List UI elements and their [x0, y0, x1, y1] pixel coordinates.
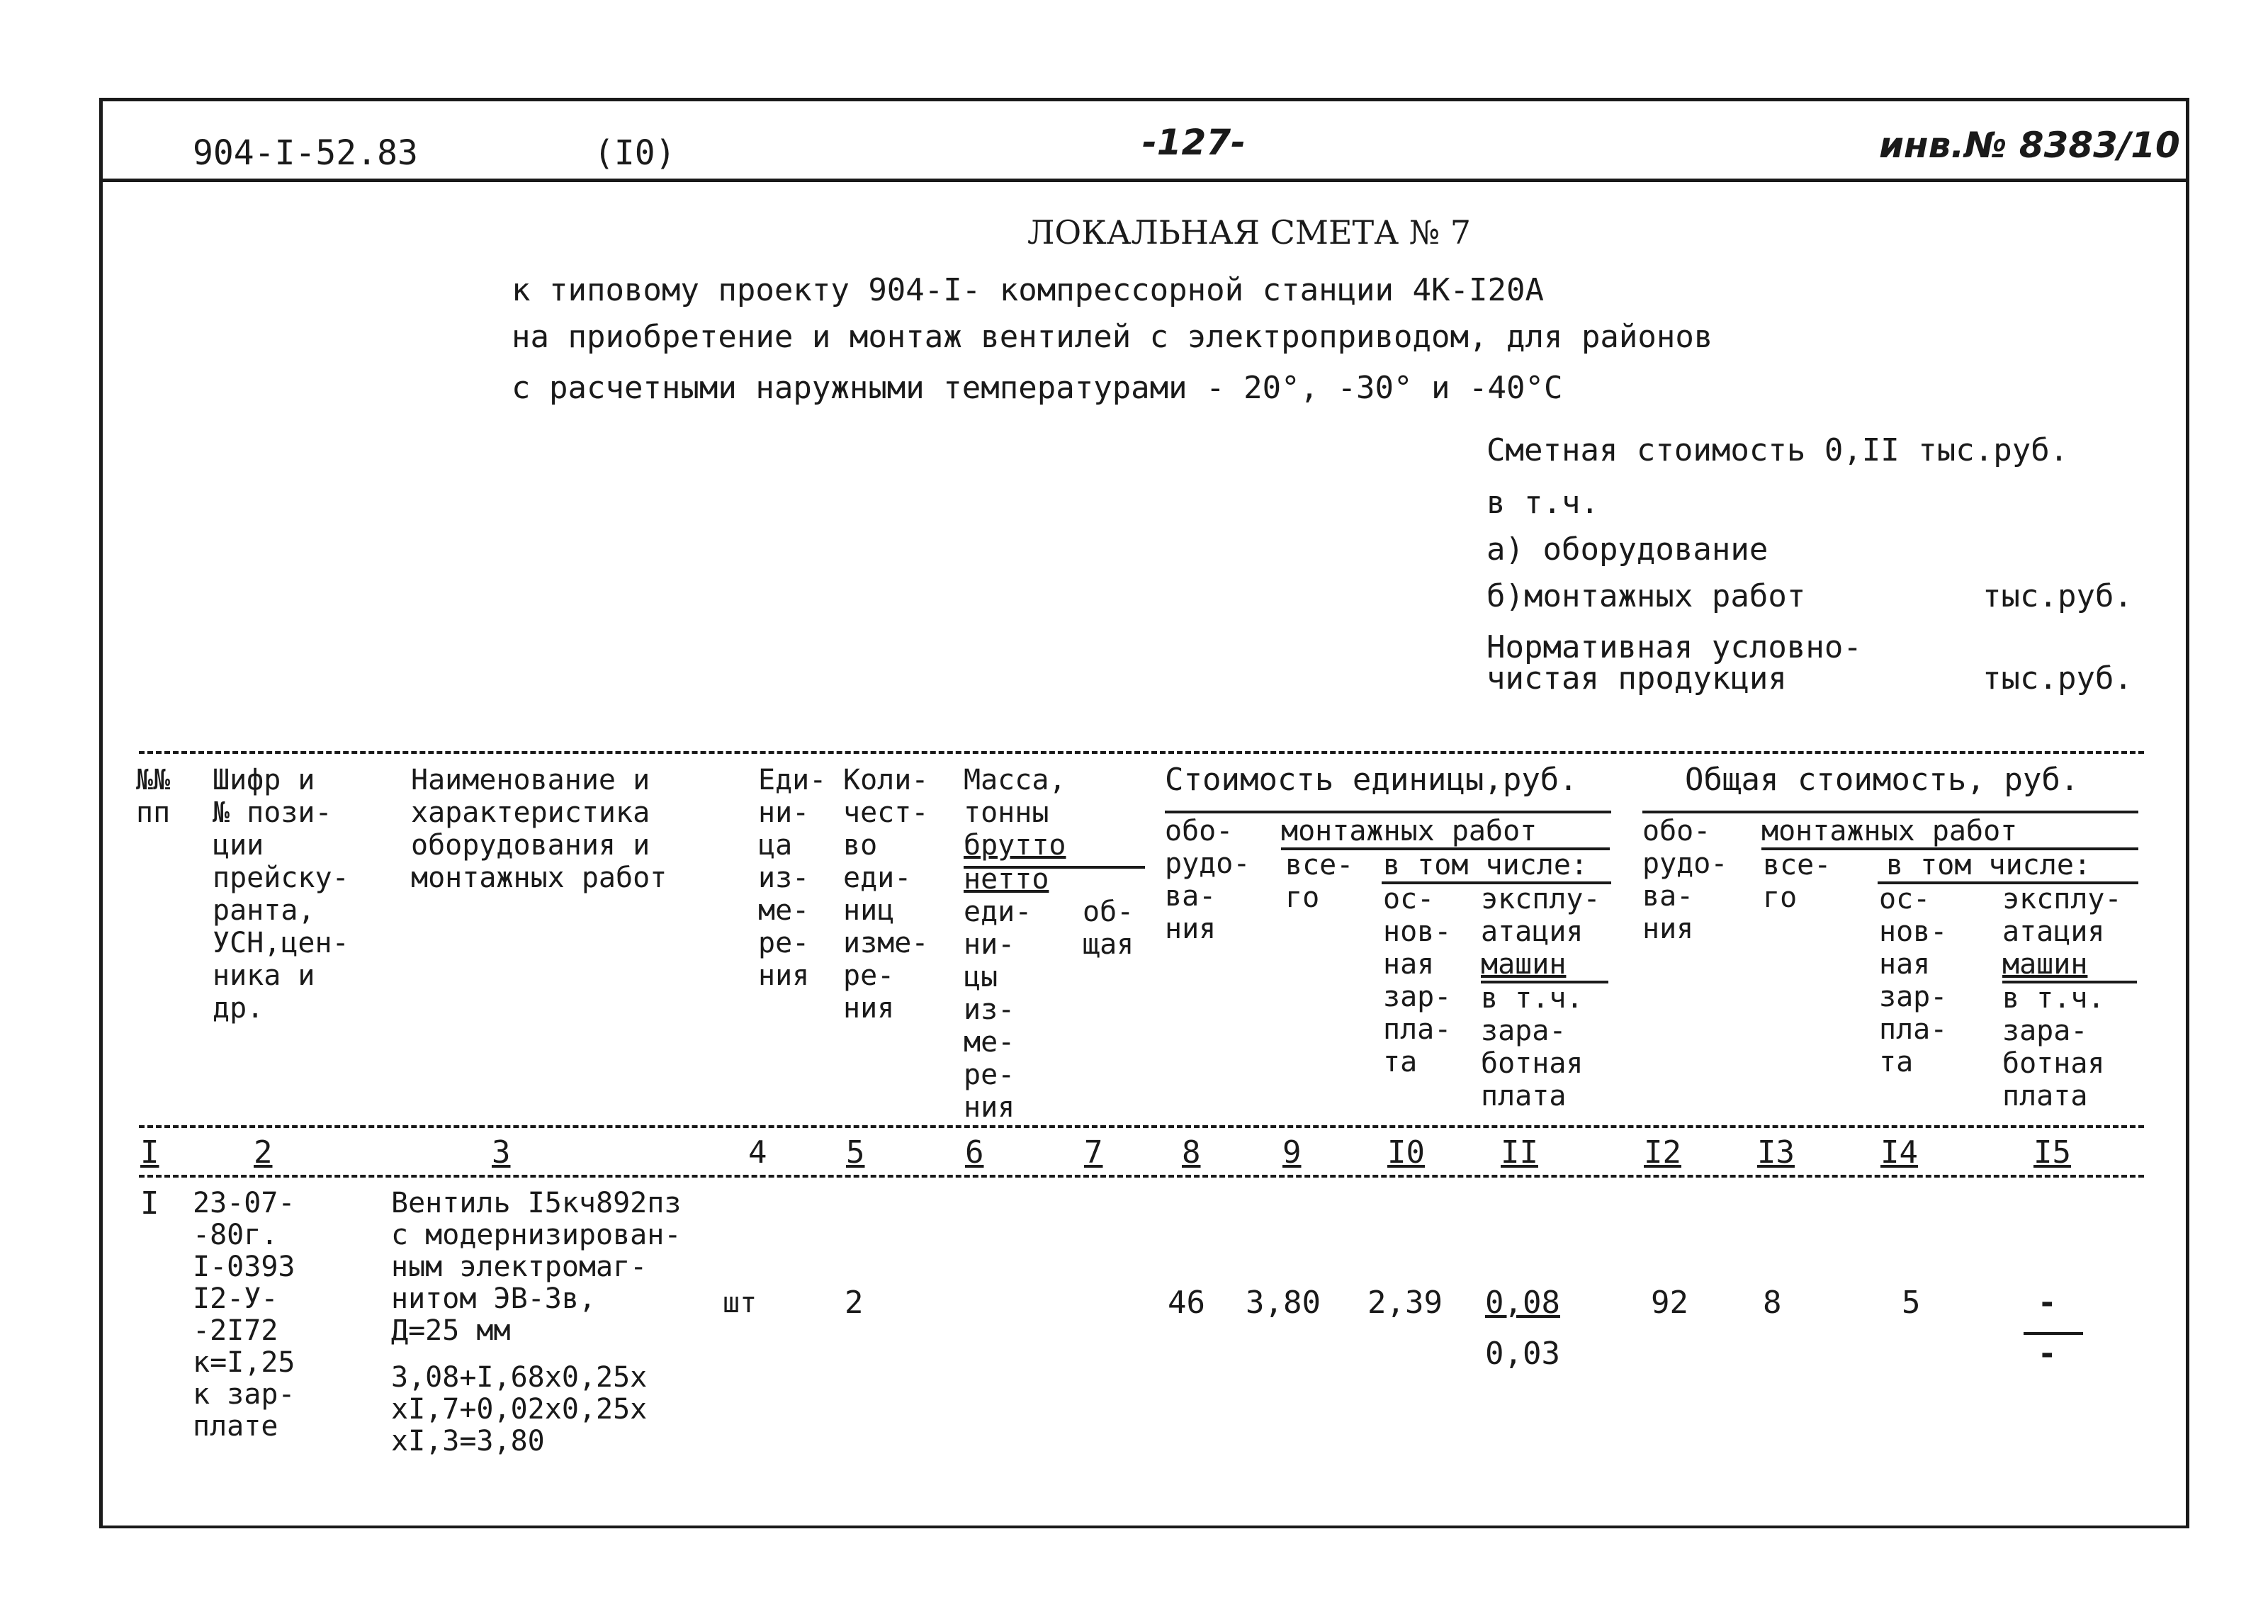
row-unit: шт [723, 1287, 757, 1319]
column-number-3: 3 [492, 1134, 511, 1171]
row-total-installation: 8 [1763, 1285, 1782, 1321]
column-number-9: 9 [1282, 1134, 1302, 1171]
normative-product-label-1: Нормативная условно- [1486, 629, 1862, 665]
col-header-total-wage: ос- нов- ная зар- пла- та [1879, 883, 1948, 1078]
including-label: в т.ч. [1486, 485, 1599, 521]
col-header-unit-operation: эксплу- атация [1481, 883, 1601, 948]
installation-cost-label: б)монтажных работ [1486, 578, 1806, 614]
col-header-total-machine-wage: в т.ч. зара- ботная плата [2002, 982, 2105, 1112]
col-header-number: №№ пп [136, 764, 171, 829]
equipment-cost-label: а) оборудование [1486, 531, 1768, 568]
column-number-4: 4 [748, 1134, 767, 1171]
estimate-heading: ЛОКАЛЬНАЯ СМЕТА № 7 [1027, 213, 1472, 252]
col-header-total-installation: монтажных работ [1761, 815, 2018, 847]
col-header-mass-total: об- щая [1083, 896, 1134, 961]
column-number-10: I0 [1387, 1134, 1425, 1171]
row-total-machine-operation: - [2038, 1285, 2057, 1321]
col-header-unit-wage: ос- нов- ная зар- пла- та [1383, 883, 1452, 1078]
title-line-3: с расчетными наружными температурами - 20°, -30° и -40°С [512, 370, 1563, 406]
row-unit-wage: 2,39 [1367, 1285, 1443, 1321]
col-header-total-machines: машин [2002, 948, 2088, 981]
group-header-total-cost: Общая стоимость, руб. [1685, 762, 2080, 798]
normative-product-unit: тыс.руб. [1982, 660, 2133, 697]
col-header-total-equipment: обо- рудо- ва- ния [1642, 815, 1728, 945]
col-header-name: Наименование и характеристика оборудования и монтажных работ [411, 764, 667, 894]
estimated-cost: Сметная стоимость 0,II тыс.руб. [1486, 432, 2069, 468]
col-header-mass-netto: нетто [964, 863, 1049, 896]
col-header-quantity: Коли- чест- во еди- ниц изме- ре- ния [843, 764, 929, 1025]
column-number-11: II [1501, 1134, 1538, 1171]
col-header-total-including: в том числе: [1886, 849, 2091, 881]
column-number-5: 5 [846, 1134, 865, 1171]
installation-cost-unit: тыс.руб. [1982, 578, 2133, 614]
row-quantity: 2 [845, 1285, 864, 1321]
row-unit-machine-wage: 0,03 [1485, 1336, 1560, 1372]
col-header-code: Шифр и № пози- ции прейску- ранта, УСН,цен- ника и др. [213, 764, 349, 1025]
col-header-mass-brutto: брутто [964, 829, 1066, 862]
row-calculation: 3,08+I,68х0,25х хI,7+0,02х0,25х хI,3=3,80 [391, 1361, 648, 1457]
column-number-7: 7 [1084, 1134, 1103, 1171]
row-unit-installation-total: 3,80 [1246, 1285, 1321, 1321]
unit-cost-rule [1165, 811, 1611, 813]
col-header-unit: Еди- ни- ца из- ме- ре- ния [758, 764, 827, 992]
row-number: I [140, 1185, 159, 1222]
column-number-6: 6 [965, 1134, 984, 1171]
column-number-14: I4 [1880, 1134, 1918, 1171]
table-top-rule [139, 751, 2144, 754]
sheet-reference: (I0) [594, 133, 676, 173]
document-code: 904-I-52.83 [193, 133, 418, 173]
col-header-mass-unit: еди- ни- цы из- ме- ре- ния [964, 896, 1032, 1124]
column-number-8: 8 [1182, 1134, 1201, 1171]
column-number-rule [139, 1175, 2144, 1178]
row-total-machine-wage: - [2038, 1336, 2057, 1372]
header-divider [99, 179, 2186, 182]
inventory-number: инв.№ 8383/10 [1879, 125, 2180, 166]
col-header-total-operation: эксплу- атация [2002, 883, 2122, 948]
total-cost-rule [1642, 811, 2138, 813]
column-number-12: I2 [1644, 1134, 1681, 1171]
col-header-unit-including: в том числе: [1383, 849, 1588, 881]
col-header-unit-machine-wage: в т.ч. зара- ботная плата [1481, 982, 1584, 1112]
col-header-unit-total: все- го [1285, 849, 1354, 914]
title-line-1: к типовому проекту 904-I- компрессорной станции 4К-I20А [512, 272, 1544, 308]
col-header-unit-equipment: обо- рудо- ва- ния [1165, 815, 1251, 945]
col-header-total-all: все- го [1763, 849, 1832, 914]
row-unit-machine-operation: 0,08 [1485, 1285, 1560, 1321]
normative-product-label-2: чистая продукция [1486, 660, 1787, 697]
column-number-13: I3 [1757, 1134, 1795, 1171]
column-number-1: I [140, 1134, 159, 1171]
page-number: -127- [1142, 122, 1246, 163]
row-item-name: Вентиль I5кч892пз с модернизирован- ным электромаг- нитом ЭВ-3в, Д=25 мм [391, 1187, 682, 1347]
col-header-mass: Масса, тонны [964, 764, 1066, 829]
header-bottom-rule [139, 1125, 2144, 1128]
row-total-fraction-rule [2024, 1332, 2083, 1335]
col-header-unit-installation: монтажных работ [1281, 815, 1538, 847]
row-total-equipment-cost: 92 [1651, 1285, 1688, 1321]
column-number-15: I5 [2033, 1134, 2071, 1171]
title-line-2: на приобретение и монтаж вентилей с электроприводом, для районов [512, 319, 1713, 355]
row-price-code: 23-07- -80г. I-0393 I2-У- -2I72 к=I,25 к зар- плате [193, 1187, 295, 1443]
row-unit-equipment-cost: 46 [1168, 1285, 1205, 1321]
group-header-unit-cost: Стоимость единицы,руб. [1165, 762, 1578, 798]
col-header-unit-machines: машин [1481, 948, 1567, 981]
row-total-wage: 5 [1902, 1285, 1921, 1321]
column-number-2: 2 [254, 1134, 273, 1171]
